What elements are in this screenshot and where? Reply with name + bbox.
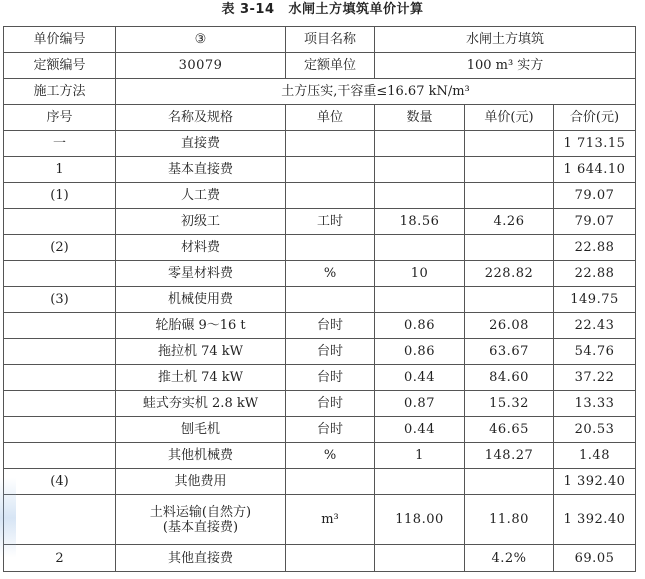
cell-price xyxy=(465,183,554,209)
cell-unit: m³ xyxy=(286,495,375,545)
cell-name: 推土机 74 kW xyxy=(116,365,286,391)
cell-qty xyxy=(375,235,465,261)
cell-total: 79.07 xyxy=(554,209,636,235)
cell-name: 刨毛机 xyxy=(116,417,286,443)
cell-qty xyxy=(375,131,465,157)
cell-unit: 台时 xyxy=(286,365,375,391)
cell-seq xyxy=(4,391,116,417)
cell-unit: 台时 xyxy=(286,313,375,339)
cell-price xyxy=(465,469,554,495)
cell-qty: 10 xyxy=(375,261,465,287)
cell-qty: 0.86 xyxy=(375,313,465,339)
cell-name: 其他费用 xyxy=(116,469,286,495)
cell-price: 4.2% xyxy=(465,545,554,572)
cell-unit: 台时 xyxy=(286,391,375,417)
cell-price: 26.08 xyxy=(465,313,554,339)
cell-total: 1 392.40 xyxy=(554,469,636,495)
table-row xyxy=(4,469,636,495)
unit-price-table xyxy=(3,26,636,572)
col-header-name: 名称及规格 xyxy=(116,105,286,131)
cell-name: 其他直接费 xyxy=(116,545,286,572)
cell-seq xyxy=(4,443,116,469)
cell-qty: 0.44 xyxy=(375,417,465,443)
table-row xyxy=(4,157,636,183)
cell-seq xyxy=(4,261,116,287)
cell-total: 20.53 xyxy=(554,417,636,443)
column-header-row xyxy=(4,105,636,131)
cell-unit: % xyxy=(286,443,375,469)
cell-unit xyxy=(286,131,375,157)
cell-name: 基本直接费 xyxy=(116,157,286,183)
cell-unit xyxy=(286,183,375,209)
cell-qty: 1 xyxy=(375,443,465,469)
cell-seq xyxy=(4,417,116,443)
cell-name: 其他机械费 xyxy=(116,443,286,469)
cell-price: 11.80 xyxy=(465,495,554,545)
cell-qty xyxy=(375,157,465,183)
cell-qty xyxy=(375,545,465,572)
method-label: 施工方法 xyxy=(4,79,116,105)
table-row xyxy=(4,183,636,209)
cell-total: 149.75 xyxy=(554,287,636,313)
cell-seq xyxy=(4,209,116,235)
table-row xyxy=(4,209,636,235)
unit-price-no-label: 单价编号 xyxy=(4,27,116,53)
cell-unit xyxy=(286,545,375,572)
cell-total: 13.33 xyxy=(554,391,636,417)
project-name-value: 水闸土方填筑 xyxy=(375,27,636,53)
cell-total: 22.88 xyxy=(554,261,636,287)
cell-total: 22.43 xyxy=(554,313,636,339)
table-number: 表 3-14 xyxy=(221,2,275,17)
col-header-total: 合价(元) xyxy=(554,105,636,131)
cell-total: 1.48 xyxy=(554,443,636,469)
cell-qty xyxy=(375,183,465,209)
cell-name: 材料费 xyxy=(116,235,286,261)
cell-total: 69.05 xyxy=(554,545,636,572)
cell-price: 228.82 xyxy=(465,261,554,287)
watermark-edge xyxy=(0,478,16,558)
cell-total: 54.76 xyxy=(554,339,636,365)
cell-qty: 118.00 xyxy=(375,495,465,545)
cell-price: 46.65 xyxy=(465,417,554,443)
cell-name: 初级工 xyxy=(116,209,286,235)
cell-unit: 工时 xyxy=(286,209,375,235)
cell-price xyxy=(465,235,554,261)
col-header-qty: 数量 xyxy=(375,105,465,131)
table-row xyxy=(4,287,636,313)
cell-name-line2: (基本直接费) xyxy=(162,519,239,535)
cell-seq xyxy=(4,365,116,391)
cell-name: 直接费 xyxy=(116,131,286,157)
table-row-transport xyxy=(4,495,636,545)
cell-price xyxy=(465,131,554,157)
cell-name: 机械使用费 xyxy=(116,287,286,313)
cell-qty: 0.44 xyxy=(375,365,465,391)
cell-price xyxy=(465,287,554,313)
header-row-3 xyxy=(4,79,636,105)
cell-unit xyxy=(286,157,375,183)
cell-total: 1 713.15 xyxy=(554,131,636,157)
header-row-2 xyxy=(4,53,636,79)
cell-seq xyxy=(4,495,116,545)
col-header-price: 单价(元) xyxy=(465,105,554,131)
cell-seq: 一 xyxy=(4,131,116,157)
cell-unit: % xyxy=(286,261,375,287)
quota-no-label: 定额编号 xyxy=(4,53,116,79)
cell-price: 63.67 xyxy=(465,339,554,365)
header-row-1 xyxy=(4,27,636,53)
table-row xyxy=(4,339,636,365)
cell-seq xyxy=(4,339,116,365)
quota-no-value: 30079 xyxy=(116,53,286,79)
table-row xyxy=(4,391,636,417)
cell-price: 148.27 xyxy=(465,443,554,469)
cell-seq: 1 xyxy=(4,157,116,183)
cell-unit xyxy=(286,469,375,495)
cell-seq: 2 xyxy=(4,545,116,572)
cell-price: 15.32 xyxy=(465,391,554,417)
cell-price xyxy=(465,157,554,183)
cell-seq: (1) xyxy=(4,183,116,209)
cell-qty xyxy=(375,287,465,313)
method-value: 土方压实,干容重≤16.67 kN/m³ xyxy=(116,79,636,105)
cell-name-line1: 土料运输(自然方) xyxy=(149,504,252,520)
cell-name xyxy=(116,495,286,545)
cell-seq: (3) xyxy=(4,287,116,313)
cell-price: 84.60 xyxy=(465,365,554,391)
cell-price: 4.26 xyxy=(465,209,554,235)
cell-total: 1 644.10 xyxy=(554,157,636,183)
cell-name: 蛙式夯实机 2.8 kW xyxy=(116,391,286,417)
cell-seq: (4) xyxy=(4,469,116,495)
cell-name: 零星材料费 xyxy=(116,261,286,287)
cell-unit: 台时 xyxy=(286,339,375,365)
table-row xyxy=(4,235,636,261)
quota-unit-value: 100 m³ 实方 xyxy=(375,53,636,79)
cell-total: 37.22 xyxy=(554,365,636,391)
cell-seq: (2) xyxy=(4,235,116,261)
cell-seq xyxy=(4,313,116,339)
cell-unit xyxy=(286,235,375,261)
cell-name: 拖拉机 74 kW xyxy=(116,339,286,365)
cell-qty: 18.56 xyxy=(375,209,465,235)
cell-unit xyxy=(286,287,375,313)
cell-total: 1 392.40 xyxy=(554,495,636,545)
table-row-other-direct xyxy=(4,545,636,572)
table-title: 水闸土方填筑单价计算 xyxy=(288,2,424,17)
project-name-label: 项目名称 xyxy=(286,27,375,53)
table-row xyxy=(4,417,636,443)
table-row xyxy=(4,365,636,391)
quota-unit-label: 定额单位 xyxy=(286,53,375,79)
cell-total: 22.88 xyxy=(554,235,636,261)
cell-qty: 0.87 xyxy=(375,391,465,417)
cell-name: 轮胎碾 9～16 t xyxy=(116,313,286,339)
table-row xyxy=(4,261,636,287)
cell-qty xyxy=(375,469,465,495)
col-header-unit: 单位 xyxy=(286,105,375,131)
table-row xyxy=(4,313,636,339)
table-row xyxy=(4,131,636,157)
unit-price-no-value: ③ xyxy=(116,27,286,53)
table-row xyxy=(4,443,636,469)
cell-name: 人工费 xyxy=(116,183,286,209)
cell-qty: 0.86 xyxy=(375,339,465,365)
table-caption xyxy=(0,2,645,18)
col-header-seq: 序号 xyxy=(4,105,116,131)
cell-unit: 台时 xyxy=(286,417,375,443)
cell-total: 79.07 xyxy=(554,183,636,209)
